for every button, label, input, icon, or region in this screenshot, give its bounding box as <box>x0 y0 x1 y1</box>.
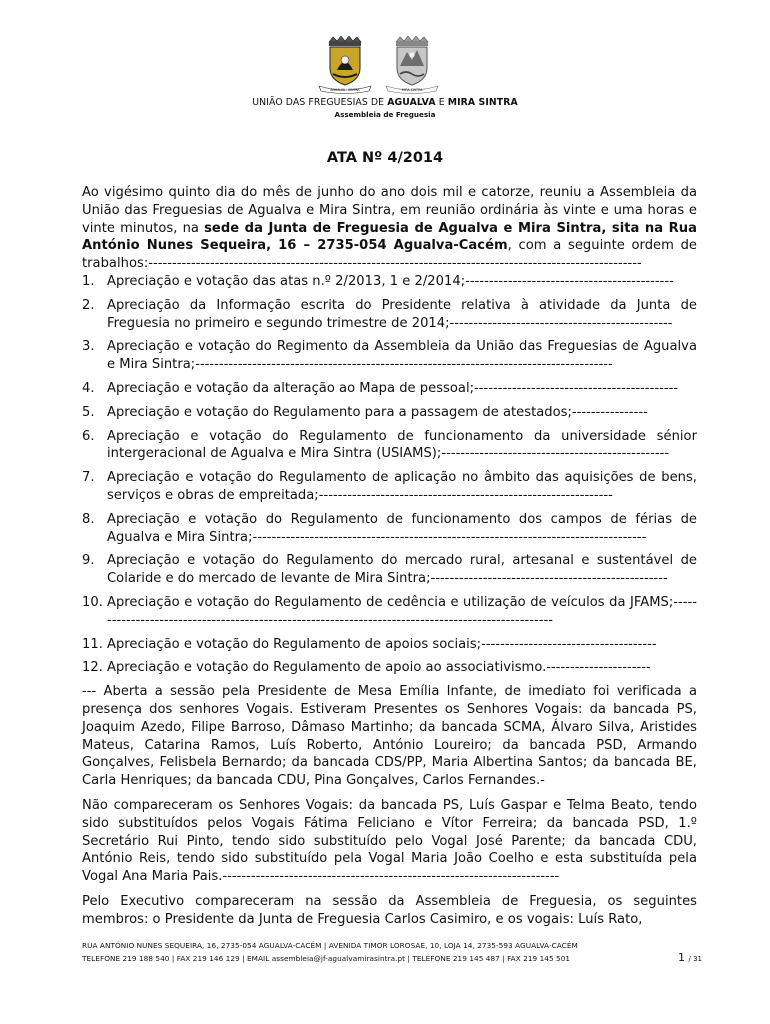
agenda-item-text: Apreciação e votação do Regulamento de apoios sociais;------------------------------------- <box>107 636 657 652</box>
agenda-item-number: 2. <box>82 297 95 313</box>
agenda-item-number: 7. <box>82 470 95 486</box>
agenda-item-number: 4. <box>82 380 95 396</box>
org-name-mira-sintra: MIRA SINTRA <box>447 97 518 108</box>
agenda-item <box>82 552 697 588</box>
agenda-item <box>82 404 697 422</box>
agenda-item-number: 3. <box>82 339 95 355</box>
absence-paragraph: Não compareceram os Senhores Vogais: da bancada PS, Luís Gaspar e Telma Beato, tendo sido substituídos pelos Vogais Fátima Feliciano e Vítor Ferreira; da bancada PSD, 1.º Secretário Rui Pinto, tendo sido substituído pelo Vogal José Parente; da bancada CDU, António Reis, tendo sido substituído pela Vogal Maria João Coelho e esta substituída pela Vogal Ana Maria Pais.----------------------------------------------------------------------- <box>82 797 697 885</box>
page-footer <box>82 940 714 965</box>
agenda-item <box>82 636 697 654</box>
document-body <box>82 184 697 935</box>
intro-address: sede da Junta de Freguesia de Agualva e Mira Sintra, sita na Rua António Nunes Sequeira, 16 – 2735-054 Agualva-Cacém <box>82 220 697 254</box>
agenda-item <box>82 511 697 547</box>
agenda-item-text: Apreciação da Informação escrita do Presidente relativa à atividade da Junta de Freguesia no primeiro e segundo trimestre de 2014;----------------------------------------------- <box>107 297 697 331</box>
agenda-item-number: 6. <box>82 428 95 444</box>
executive-paragraph: Pelo Executivo compareceram na sessão da Assembleia de Freguesia, os seguintes membros: o Presidente da Junta de Freguesia Carlos Casimiro, e os vogais: Luís Rato, <box>82 893 697 927</box>
agenda-item-number: 10. <box>82 594 103 610</box>
org-conjunction: E <box>438 97 445 108</box>
agenda-item <box>82 338 697 374</box>
crests <box>0 36 770 96</box>
agenda-item <box>82 594 697 630</box>
intro-paragraph <box>82 184 697 273</box>
agualva-crest-icon <box>313 36 373 96</box>
page-current: 1 <box>678 951 685 964</box>
agenda-item-text: Apreciação e votação do Regimento da Assembleia da União das Freguesias de Agualva e Mira Sintra;---------------------------------------------------------------------------------------- <box>107 339 697 373</box>
agenda-item-text: Apreciação e votação do Regulamento para a passagem de atestados;---------------- <box>107 404 648 420</box>
agenda-item-number: 8. <box>82 511 95 527</box>
footer-address: RUA ANTÓNIO NUNES SEQUEIRA, 16, 2735-054 AGUALVA-CACÉM | AVENIDA TIMOR LOROSAE, 10, LOJA 14, 2735-593 AGUALVA-CACÉM <box>82 941 578 950</box>
mira-sintra-crest-icon <box>380 36 440 96</box>
agenda-item-text: Apreciação e votação do Regulamento de funcionamento dos campos de férias de Agualva e Mira Sintra;----------------------------------------------------------------------------------- <box>107 511 697 545</box>
agenda-item-text: Apreciação e votação do Regulamento de cedência e utilização de veículos da JFAMS;--------------------------------------------------------------------------------------------------- <box>107 594 697 628</box>
organization-name <box>0 97 770 108</box>
organization-subtitle: Assembleia de Freguesia <box>334 110 436 119</box>
agenda-item-number: 11. <box>82 636 103 652</box>
agenda-item-text: Apreciação e votação do Regulamento do mercado rural, artesanal e sustentável de Colaride e do mercado de levante de Mira Sintra;-------------------------------------------------- <box>107 553 697 587</box>
agenda-item-text: Apreciação e votação do Regulamento de funcionamento da universidade sénior intergeracional de Agualva e Mira Sintra (USIAMS);------------------------------------------------ <box>107 428 697 462</box>
agenda-item-text: Apreciação e votação da alteração ao Mapa de pessoal;------------------------------------------- <box>107 380 679 396</box>
page-total: / 31 <box>688 955 702 963</box>
footer-contacts: TELEFONE 219 188 540 | FAX 219 146 129 | EMAIL assembleia@jf-agualvamirasintra.pt | TELEFONE 219 145 487 | FAX 219 145 501 <box>82 953 571 963</box>
intro-part1: Ao vigésimo quinto dia do mês de junho do ano dois mil e catorze, reuniu a Assembleia da União das Freguesias de Agualva e Mira Sintra, em reunião ordinária às vinte e uma horas e vinte minutos, na <box>82 185 697 236</box>
attendance-paragraph: --- Aberta a sessão pela Presidente de Mesa Emília Infante, de imediato foi verificada a presença dos senhores Vogais. Estiveram Presentes os Senhores Vogais: da bancada PS, Joaquim Azedo, Filipe Barroso, Dâmaso Martinho; da bancada SCMA, Álvaro Silva, Aristides Mateus, Catarina Ramos, Luís Roberto, António Loureiro; da bancada PSD, Armando Gonçalves, Felisbela Bernardo; da bancada CDS/PP, Maria Albertina Santos; da bancada BE, Carla Henriques; da bancada CDU, Pina Gonçalves, Carlos Fernandes.- <box>82 684 697 789</box>
agenda-list <box>82 273 697 677</box>
crest-right-scroll: MIRA SINTRA <box>401 88 423 92</box>
document-title: ATA Nº 4/2014 <box>326 150 444 166</box>
agenda-item-number: 1. <box>82 273 95 289</box>
agenda-item-number: 5. <box>82 404 95 420</box>
crest-left-scroll: AGUALVA - SINTRA <box>330 88 360 92</box>
agenda-item <box>82 273 697 291</box>
agenda-item <box>82 297 697 333</box>
agenda-item <box>82 380 697 398</box>
agenda-item-text: Apreciação e votação do Regulamento de apoio ao associativismo.---------------------- <box>107 660 651 676</box>
org-prefix: UNIÃO DAS FREGUESIAS DE <box>252 97 385 108</box>
agenda-item-number: 9. <box>82 553 95 569</box>
agenda-item <box>82 469 697 505</box>
page-number <box>678 951 702 964</box>
agenda-item <box>82 659 697 677</box>
agenda-item-text: Apreciação e votação do Regulamento de aplicação no âmbito das aquisições de bens, serviços e obras de empreitada;-------------------------------------------------------------- <box>107 470 697 503</box>
agenda-item <box>82 428 697 464</box>
agenda-item-number: 12. <box>82 660 103 676</box>
org-name-agualva: AGUALVA <box>387 97 436 108</box>
intro-part2: , com a seguinte ordem de trabalhos:-------------------------------------------------------------------------------------------------------- <box>82 238 698 272</box>
agenda-item-text: Apreciação e votação das atas n.º 2/2013, 1 e 2/2014;-------------------------------------------- <box>107 273 674 289</box>
